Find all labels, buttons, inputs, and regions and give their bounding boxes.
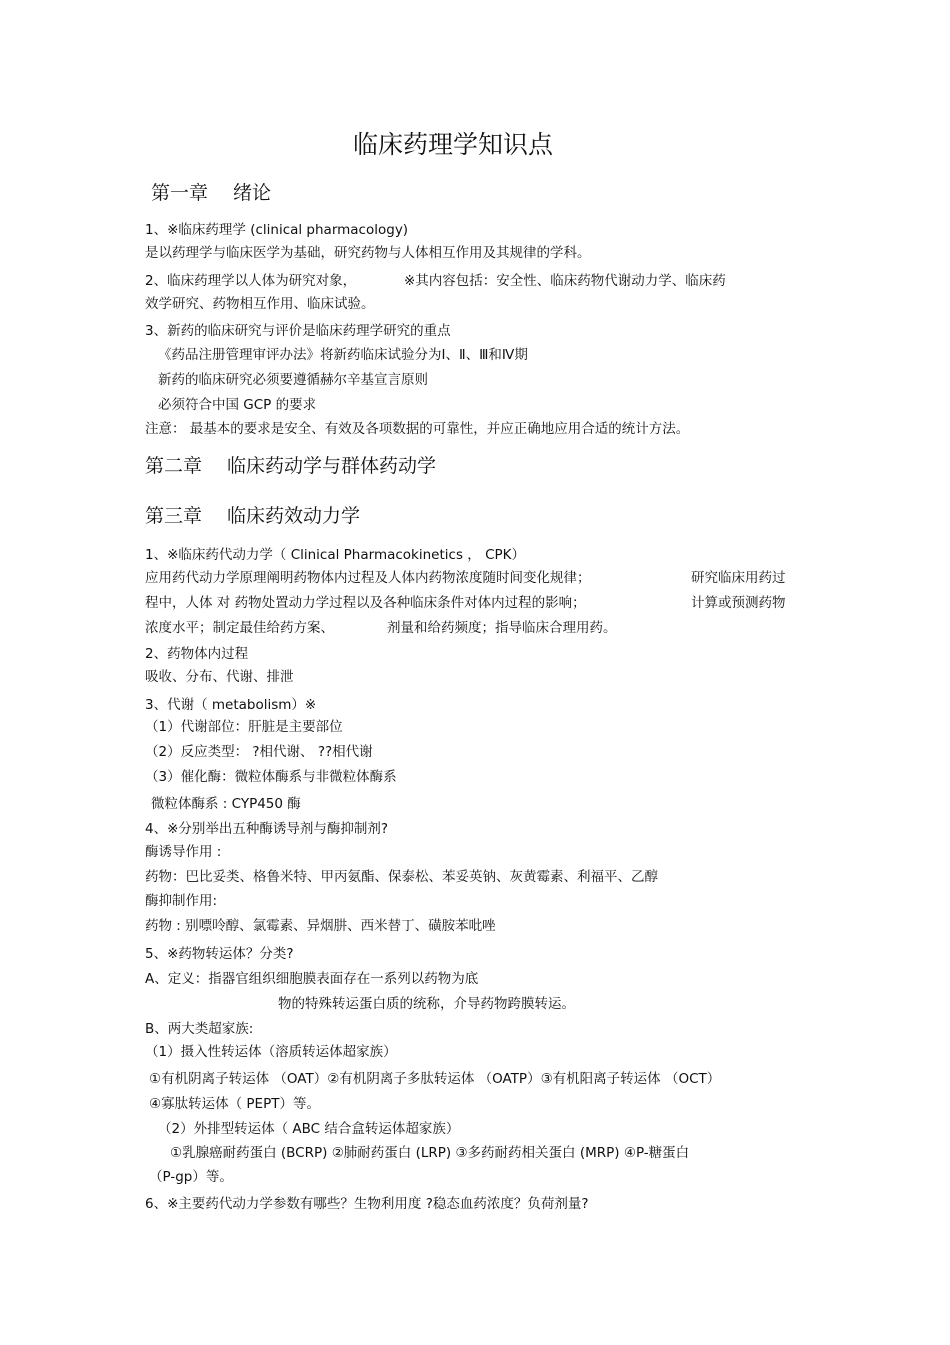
ch3-line-13: 酶诱导作用 : xyxy=(145,844,222,860)
ch3-line-3a: 程中，人体 对 药物处置动力学过程以及各种临床条件对体内过程的影响； xyxy=(145,595,586,611)
ch1-line-7: 新药的临床研究必须要遵循赫尔辛基宣言原则 xyxy=(158,372,428,388)
ch3-line-8: （1）代谢部位：肝脏是主要部位 xyxy=(145,719,343,735)
document-title: 临床药理学知识点 xyxy=(352,130,553,159)
ch3-line-12: 4、※分别举出五种酶诱导剂与酶抑制剂? xyxy=(145,821,389,837)
ch3-line-22: ①有机阴离子转运体 （OAT）②有机阴离子多肽转运体 （OATP）③有机阳离子转运体 （OCT） xyxy=(149,1071,721,1087)
ch3-line-5: 2、药物体内过程 xyxy=(145,646,249,662)
ch3-line-15: 酶抑制作用: xyxy=(145,893,218,909)
ch3-line-10: （3）催化酶：微粒体酶系与非微粒体酶系 xyxy=(145,769,397,785)
ch3-line-4b: 剂量和给药频度；指导临床合理用药。 xyxy=(387,620,617,636)
ch3-line-7: 3、代谢（ metabolism）※ xyxy=(145,697,317,713)
ch3-line-3b: 计算或预测药物 xyxy=(691,595,786,611)
ch1-line-8: 必须符合中国 GCP 的要求 xyxy=(158,397,317,413)
ch1-line-9: 注意： 最基本的要求是安全、有效及各项数据的可靠性，并应正确地应用合适的统计方法。 xyxy=(145,421,690,437)
chapter-2-heading: 第二章 临床药动学与群体药动学 xyxy=(145,455,437,477)
ch3-line-16: 药物 : 别嘌呤醇、氯霉素、异烟肼、西米替丁、磺胺苯吡唑 xyxy=(145,918,496,934)
ch3-line-11: 微粒体酶系 : CYP450 酶 xyxy=(151,796,301,812)
ch3-line-2b: 研究临床用药过 xyxy=(691,570,786,586)
ch3-line-1: 1、※临床药代动力学（ Clinical Pharmacokinetics ， CPK） xyxy=(145,547,525,563)
ch3-line-21: （1）摄入性转运体（溶质转运体超家族） xyxy=(145,1044,397,1060)
ch3-line-23: ④寡肽转运体（ PEPT）等。 xyxy=(149,1096,320,1112)
ch3-line-14: 药物：巴比妥类、格鲁米特、甲丙氨酯、保泰松、苯妥英钠、灰黄霉素、利福平、乙醇 xyxy=(145,869,658,885)
ch3-line-27: 6、※主要药代动力学参数有哪些？生物利用度 ?稳态血药浓度？负荷剂量? xyxy=(145,1196,589,1212)
ch1-line-4: 效学研究、药物相互作用、临床试验。 xyxy=(145,296,375,312)
ch3-line-18: A、定义：指器官组织细胞膜表面存在一系列以药物为底 xyxy=(145,971,479,987)
ch3-line-26: （P-gp）等。 xyxy=(149,1169,233,1185)
chapter-3-heading: 第三章 临床药效动力学 xyxy=(145,505,361,527)
ch1-line-2: 是以药理学与临床医学为基础，研究药物与人体相互作用及其规律的学科。 xyxy=(145,245,591,261)
ch3-line-17: 5、※药物转运体？分类? xyxy=(145,946,294,962)
ch3-line-4a: 浓度水平；制定最佳给药方案、 xyxy=(145,620,334,636)
ch1-line-6: 《药品注册管理审评办法》将新药临床试验分为Ⅰ、Ⅱ、Ⅲ和Ⅳ期 xyxy=(158,347,528,363)
ch3-line-25: ①乳腺癌耐药蛋白 (BCRP) ②肺耐药蛋白 (LRP) ③多药耐药相关蛋白 (MRP) ④P-糖蛋白 xyxy=(170,1145,690,1161)
chapter-1-heading: 第一章 绪论 xyxy=(151,182,272,204)
ch1-line-3a: 2、临床药理学以人体为研究对象， xyxy=(145,273,357,289)
ch3-line-20: B、两大类超家族: xyxy=(145,1021,254,1037)
ch3-line-24: （2）外排型转运体（ ABC 结合盒转运体超家族） xyxy=(158,1121,460,1137)
ch3-line-9: （2）反应类型： ?相代谢、 ??相代谢 xyxy=(145,744,373,760)
ch1-line-1: 1、※临床药理学 (clinical pharmacology) xyxy=(145,222,409,238)
ch3-line-6: 吸收、分布、代谢、排泄 xyxy=(145,669,294,685)
ch3-line-19: 物的特殊转运蛋白质的统称，介导药物跨膜转运。 xyxy=(278,996,575,1012)
ch1-line-5: 3、新药的临床研究与评价是临床药理学研究的重点 xyxy=(145,323,451,339)
ch1-line-3b: ※其内容包括：安全性、临床药物代谢动力学、临床药 xyxy=(404,273,726,289)
ch3-line-2a: 应用药代动力学原理阐明药物体内过程及人体内药物浓度随时间变化规律； xyxy=(145,570,591,586)
